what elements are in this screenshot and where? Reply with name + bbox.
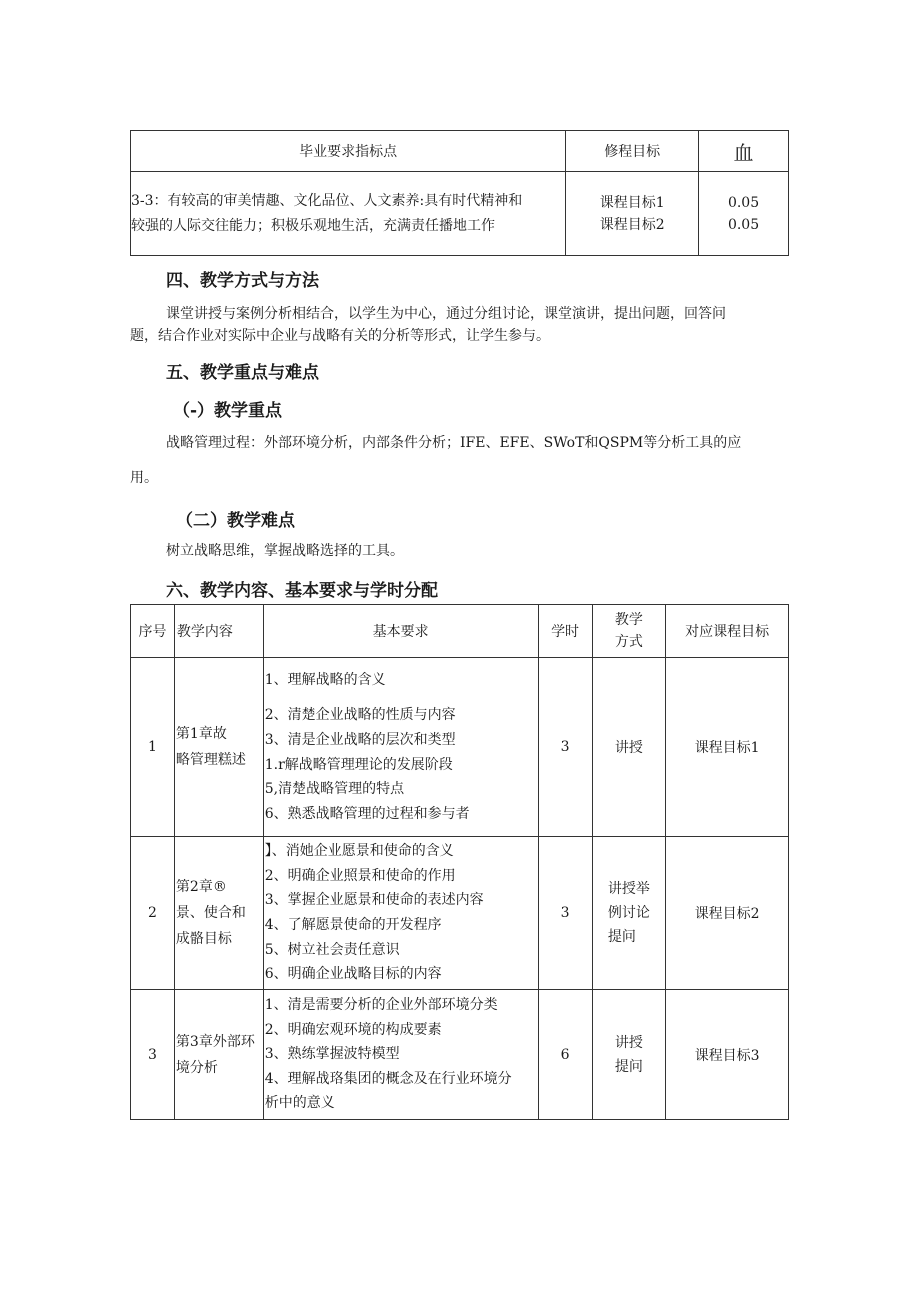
- requirement-item: 1.r解战略管理理论的发展阶段: [264, 756, 453, 773]
- chapter-line: 略管理糕述: [175, 752, 246, 768]
- header-hours: 学时: [538, 605, 592, 658]
- table-row: [131, 658, 789, 837]
- chapter-line: 境分析: [175, 1059, 218, 1076]
- requirement-item: 4、理解战珞集团的概念及在行业环境分: [264, 1070, 512, 1087]
- header-no: 序号: [131, 605, 175, 658]
- indicator-line-1: 3-3：有较高的审美情趣、文化品位、人文素养:具有时代精神和: [131, 192, 523, 209]
- section4-line-1: 课堂讲授与案例分析相结合，以学生为中心，通过分组讨论，课堂演讲，提出问题，回答问: [166, 306, 726, 322]
- weight-2: 0.05: [727, 216, 760, 233]
- section6-title: 六、教学内容、基本要求与学时分配: [166, 581, 438, 601]
- method-line: 讲授: [614, 740, 643, 756]
- row-requirements: [263, 837, 538, 990]
- row-goal: 课程目标2: [666, 837, 789, 990]
- method-block: [615, 1031, 643, 1079]
- header-goal: 对应课程目标: [666, 605, 789, 658]
- row-no: 3: [131, 990, 175, 1120]
- weight-1: 0.05: [727, 194, 760, 211]
- chapter-line: 第2章®: [175, 879, 227, 895]
- row-no: 1: [131, 658, 175, 837]
- weights-cell: [699, 172, 789, 256]
- requirement-item: 2、明确宏观环境的构成要素: [264, 1021, 442, 1038]
- section5-title: 五、教学重点与难点: [166, 363, 319, 383]
- header-weight: 血: [699, 131, 789, 172]
- row-method: [592, 658, 666, 837]
- requirement-item: 2、清楚企业战略的性质与内容: [264, 707, 456, 724]
- chapter-line: 第3章外部环: [175, 1033, 255, 1050]
- indicator-line-2: 较强的人际交往能力；积极乐观地生活，充满责任播地工作: [131, 217, 495, 234]
- row-hours: 3: [538, 658, 592, 837]
- row-hours: 3: [538, 837, 592, 990]
- requirement-item: 】、消她企业愿景和使命的含义: [264, 843, 454, 860]
- method-line: 讲授: [614, 1034, 643, 1051]
- chapter-line: 第1章故: [175, 726, 227, 742]
- row-chapter: [174, 658, 263, 837]
- method-line: 讲授举: [607, 881, 650, 897]
- header-method-line-1: 教学: [614, 612, 643, 628]
- section5-sub1-line-2: 用。: [130, 470, 158, 486]
- method-line: 提问: [607, 929, 636, 945]
- header-content: 教学内容: [174, 605, 263, 658]
- section5-sub1-line-1: 战略管理过程：外部环境分析，内部条件分析；IFE、EFE、SWoT和QSPM等分析工具的应: [166, 435, 742, 451]
- requirement-item: 1、清是需要分析的企业外部环境分类: [264, 997, 498, 1014]
- method-line: 例讨论: [607, 905, 650, 921]
- row-goal: 课程目标1: [666, 658, 789, 837]
- row-requirements: [263, 990, 538, 1120]
- method-line: 提问: [614, 1058, 643, 1075]
- goals-cell: [566, 172, 699, 256]
- requirement-item: 析中的意义: [264, 1095, 335, 1112]
- row-chapter: [174, 990, 263, 1120]
- requirement-item: 3、熟练掌握波特模型: [264, 1046, 400, 1063]
- goal-1: 课程目标1: [599, 194, 665, 211]
- table-row: [131, 990, 789, 1120]
- section4-line-2: 题，结合作业对实际中企业与战略有关的分析等形式，让学生参与。: [130, 328, 550, 344]
- row-requirements: [263, 658, 538, 837]
- section4-title: 四、教学方式与方法: [166, 271, 319, 291]
- outcome-table-header: [131, 131, 789, 172]
- row-method: [592, 990, 666, 1120]
- goal-2: 课程目标2: [599, 216, 665, 233]
- method-block: [608, 877, 650, 949]
- row-hours: 6: [538, 990, 592, 1120]
- header-method-line-2: 方式: [614, 634, 643, 650]
- header-course-goal: 修程目标: [566, 131, 699, 172]
- indicator-cell: [131, 172, 566, 256]
- header-indicator: 毕业要求指标点: [131, 131, 566, 172]
- outcome-table-row: [131, 172, 789, 256]
- content-table-header: [131, 605, 789, 658]
- section5-sub2-title: （二）教学难点: [176, 511, 295, 531]
- requirement-item: 5,清楚战略管理的特点: [264, 781, 405, 798]
- chapter-line: 景、使合和: [175, 905, 246, 921]
- row-no: 2: [131, 837, 175, 990]
- requirement-item: 5、树立社会责任意识: [264, 941, 400, 958]
- chapter-line: 成骼目标: [175, 931, 232, 947]
- content-table: [130, 604, 789, 1120]
- requirement-item: 4、了解愿景使命的开发程序: [264, 917, 442, 933]
- requirement-item: 2、明确企业照景和使命的作用: [264, 867, 456, 884]
- section5-sub1-title: （-）教学重点: [173, 401, 283, 421]
- requirement-item: 3、掌握企业愿景和使命的表述内容: [264, 892, 484, 909]
- requirement-item: 1、理解战略的含义: [264, 671, 386, 688]
- header-requirements: 基本要求: [263, 605, 538, 658]
- requirement-item: 6、明确企业战略目标的内容: [264, 966, 442, 983]
- table-row: [131, 837, 789, 990]
- row-chapter: [174, 837, 263, 990]
- header-method: [592, 605, 666, 658]
- row-method: [592, 837, 666, 990]
- row-goal: 课程目标3: [666, 990, 789, 1120]
- section5-sub2-text: 树立战略思维，掌握战略选择的工具。: [166, 543, 404, 559]
- requirement-item: 6、熟悉战略管理的过程和参与者: [264, 805, 470, 822]
- requirement-item: 3、清是企业战略的层次和类型: [264, 731, 456, 748]
- outcome-table: [130, 130, 789, 256]
